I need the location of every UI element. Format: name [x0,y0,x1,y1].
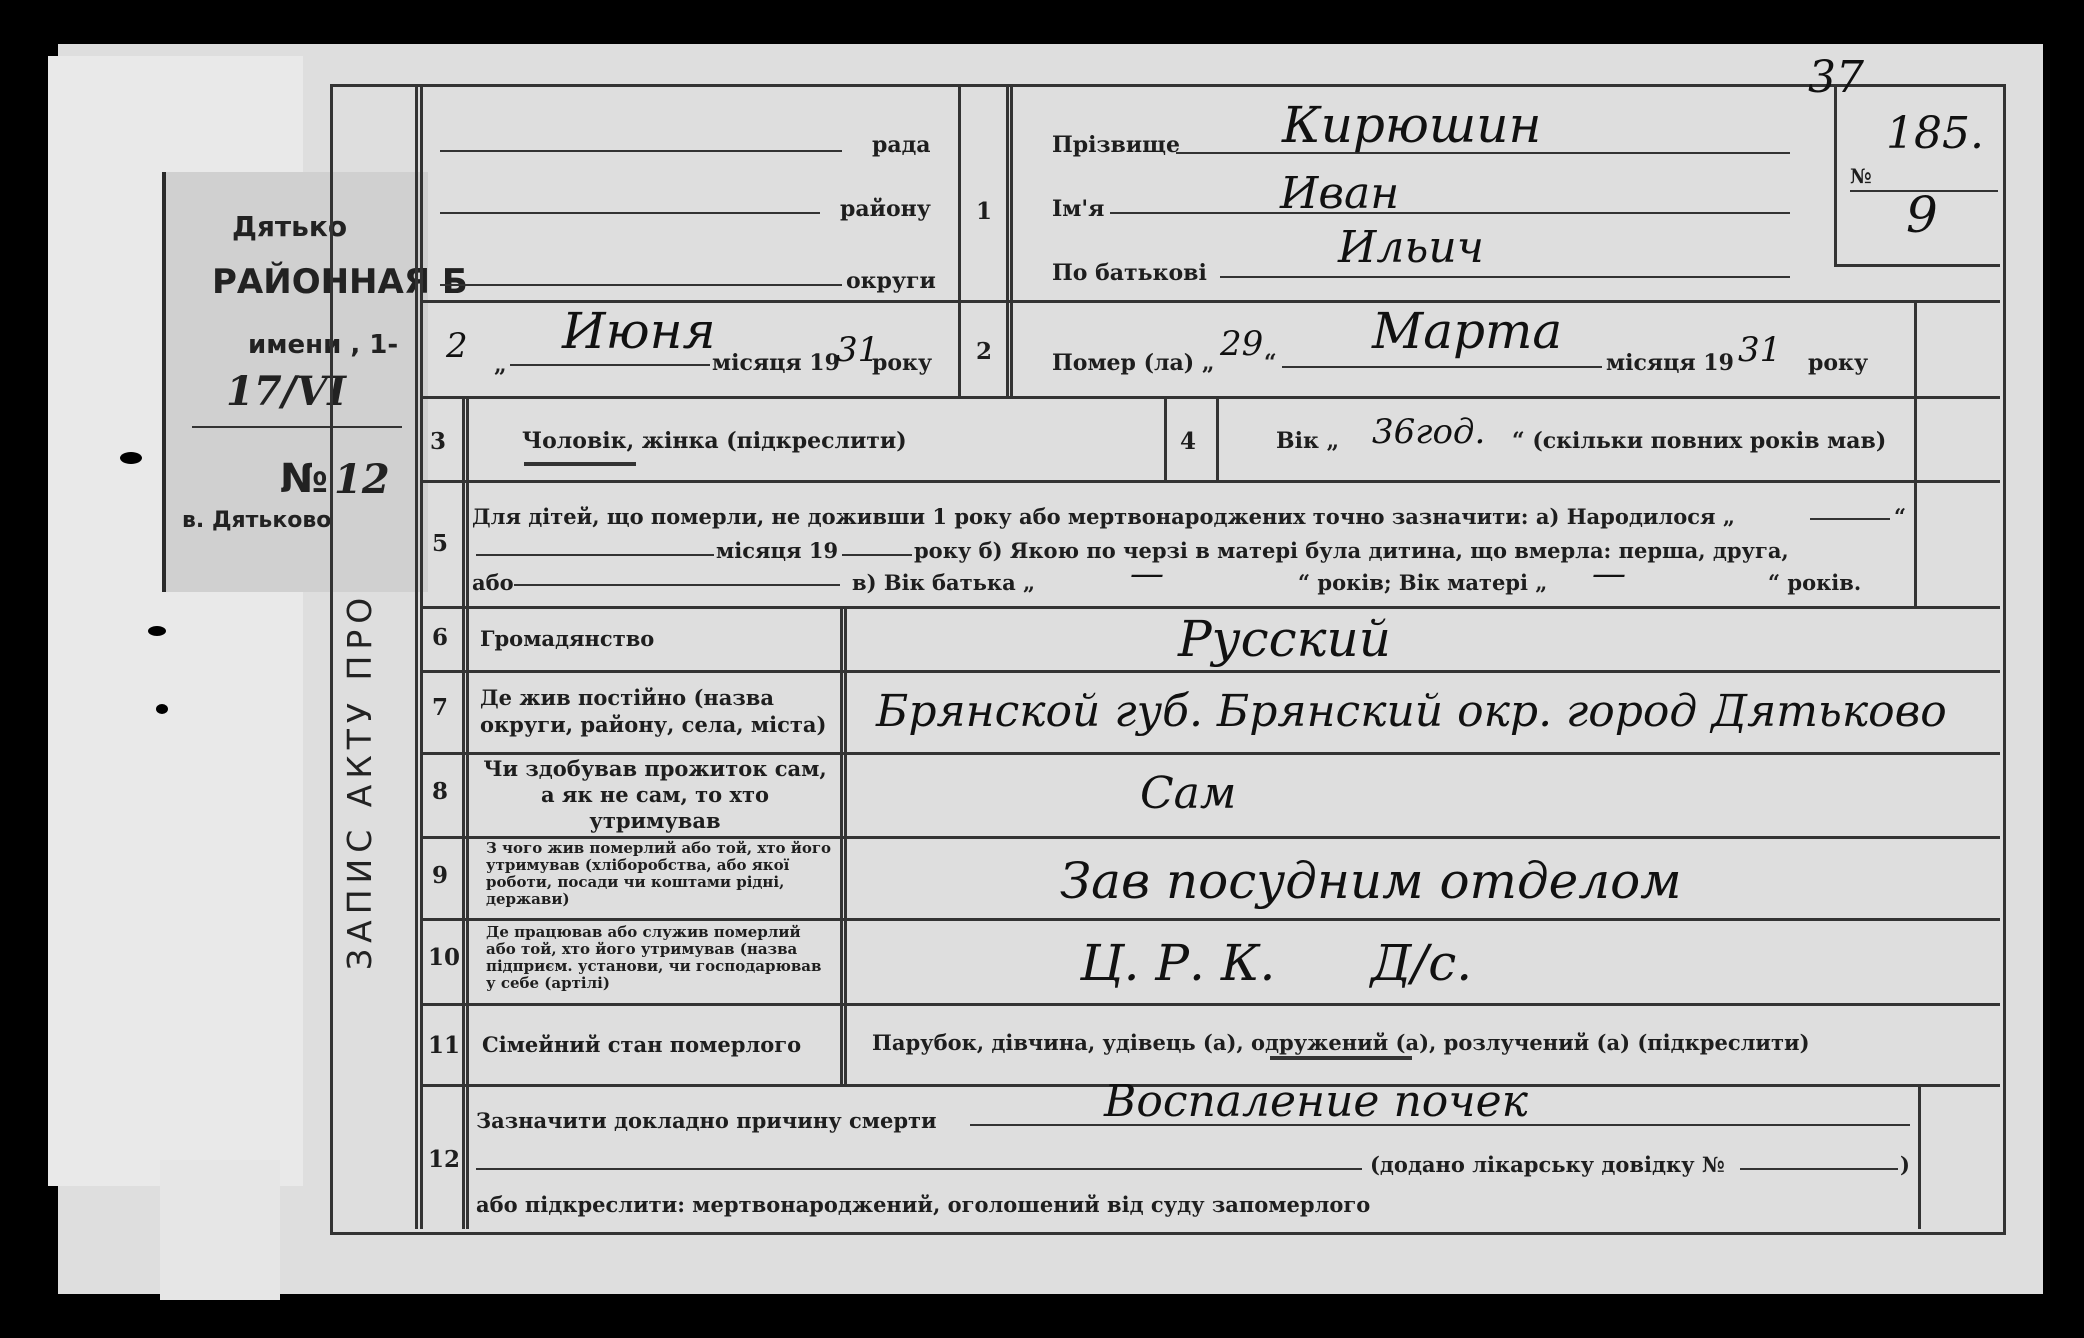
section-5-number: 5 [432,530,449,557]
patronymic-value: Ильич [1338,222,1485,273]
col-divider [466,396,469,1229]
marital-label: Сімейний стан померлого [482,1032,802,1057]
citizenship-label: Громадянство [480,626,655,651]
residence-label: Де жив постійно (назва округи, району, села, міста) [480,685,827,737]
child-line-2a: місяця 19 [716,538,839,563]
child-line-3c: “ років; Вік матері „ [1298,570,1548,595]
issue-month-line [510,364,710,366]
issue-month-label: місяця 19 [712,350,840,376]
child-line-1-end: “ [1894,504,1907,529]
occupation-value: Зав посудним отделом [1060,852,1682,910]
stamp-date: 17/VI [226,368,347,415]
stamp-no-value: 12 [334,456,390,503]
death-year: 31 [1738,330,1782,370]
rada-label: рада [872,132,931,158]
death-close-quote: “ [1264,350,1277,376]
stamp-line-3: имени , 1- [248,330,399,360]
death-month: Марта [1372,302,1563,360]
child-or-line [514,584,840,586]
child-line-2b: року б) Якою по черзі в матері була дитина, що вмерла: перша, друга, [914,538,1789,563]
child-born-line [1810,518,1890,520]
cause-line-2 [476,1168,1362,1170]
name-line [1110,212,1790,214]
punch-hole [120,452,142,464]
stamp-line-2: РАЙОННАЯ Б [212,262,468,302]
age-value: 36год. [1372,412,1486,452]
cause-label: Зазначити докладно причину смерти [476,1108,937,1133]
vertical-title: ЗАПИС АКТУ ПРО [340,591,379,970]
stamp-line-1: Дятько [232,210,348,243]
marital-options: Парубок, дівчина, удівець (а), одружений (а), розлучений (а) (підкреслити) [872,1030,1810,1055]
col-divider [1914,300,1917,606]
col-divider [958,84,961,396]
residence-value: Брянской губ. Брянский окр. город Дятьково [876,686,1947,737]
certificate-line [1740,1168,1898,1170]
child-month-line [476,554,714,556]
patronymic-line [1220,276,1790,278]
section-1-number: 1 [976,198,993,225]
certificate-close: ) [1900,1152,1910,1177]
punch-hole [156,704,168,714]
rayonu-line [440,212,820,214]
col-divider [1918,1084,1921,1229]
section-2-number: 2 [976,338,993,365]
form-frame [330,84,2006,1235]
child-line-3a: або [472,570,514,595]
death-year-label: року [1808,350,1869,376]
occupation-label: З чого жив померлий або той, хто його утримував (хліборобства, або якої роботи, посади чи коштами рідні, держави) [486,839,832,908]
section-12-number: 12 [428,1146,461,1173]
section-8-number: 8 [432,778,449,805]
section-10-number: 10 [428,944,461,971]
issue-year: 31 [836,330,880,370]
stamp-line-5: в. Дятьково [182,508,332,533]
age-label: Вік „ [1276,428,1340,454]
section-3-number: 3 [430,428,447,455]
died-label: Помер (ла) „ [1052,350,1215,376]
workplace-value: Ц. Р. К. Д/с. [1080,934,1473,992]
row-divider [420,480,2000,483]
section-7-number: 7 [432,694,449,721]
col-divider [1216,396,1219,480]
issue-day: 2 [446,326,468,366]
child-line-3d: “ років. [1768,570,1862,595]
rada-line [440,150,842,152]
citizenship-value: Русский [1178,610,1391,668]
bottom-paper-strip [160,1160,280,1300]
issue-open-quote: „ [494,352,507,378]
corner-no-label: № [1850,164,1872,188]
col-divider [462,396,465,1229]
section-6-number: 6 [432,624,449,651]
issue-month: Июня [562,302,716,360]
form-left-inner-border [415,84,418,1229]
corner-box-border [1834,264,2000,267]
row-divider [420,1003,2000,1006]
age-suffix: “ (скільки повних років мав) [1512,428,1887,454]
stamp-no-label: № [280,456,329,502]
livelihood-label: Чи здобував прожиток сам, а як не сам, то хто утримував [483,756,827,833]
section-4-number: 4 [1180,428,1197,455]
name-label: Ім'я [1052,196,1105,222]
child-year-line [842,554,912,556]
cause-value: Воспаление почек [1104,1076,1528,1127]
surname-label: Прізвище [1052,132,1180,158]
corner-sub-number: 9 [1906,186,1938,244]
child-line-3b: в) Вік батька „ [852,570,1036,595]
corner-box-border [1834,84,1837,264]
death-month-line [1282,366,1602,368]
row-divider [420,396,2000,399]
sex-underline [524,462,636,466]
corner-record-number: 185. [1886,108,1984,159]
punch-hole [148,626,166,636]
col-divider [1164,396,1167,480]
marital-underline [1270,1056,1412,1060]
surname-value: Кирюшин [1282,96,1542,154]
row-divider [420,670,2000,673]
corner-top-number: 37 [1808,52,1864,103]
okrugy-label: округи [846,268,936,294]
row-divider [420,752,2000,755]
cause-footer: або підкреслити: мертвонароджений, оголошений від суду запомерлого [476,1192,1371,1217]
okrugy-line [440,284,842,286]
certificate-label: (додано лікарську довідку № [1370,1152,1725,1177]
livelihood-value: Сам [1140,768,1237,819]
death-month-label: місяця 19 [1606,350,1734,376]
col-divider [844,606,847,1084]
workplace-label: Де працював або служив померлий або той, хто його утримував (назва підприєм. установи, чи господарював у себе (артілі) [486,923,822,992]
section-11-number: 11 [428,1032,461,1059]
row-divider [420,606,2000,609]
name-value: Иван [1280,168,1400,219]
col-divider [1006,84,1009,396]
father-age-value: — [1130,554,1164,594]
section-9-number: 9 [432,862,449,889]
rayonu-label: району [840,196,931,222]
row-divider [420,918,2000,921]
form-left-inner-border-2 [420,84,423,1229]
col-divider [1010,84,1013,396]
child-line-1: Для дітей, що померли, не доживши 1 року або мертвонароджених точно зазначити: а) Народилося „ [472,504,1735,529]
issue-year-label: року [872,350,933,376]
patronymic-label: По батькові [1052,260,1207,286]
death-day: 29 [1220,324,1264,364]
col-divider [840,606,843,1084]
mother-age-value: — [1592,554,1626,594]
sex-label: Чоловік, жінка (підкреслити) [522,428,907,454]
